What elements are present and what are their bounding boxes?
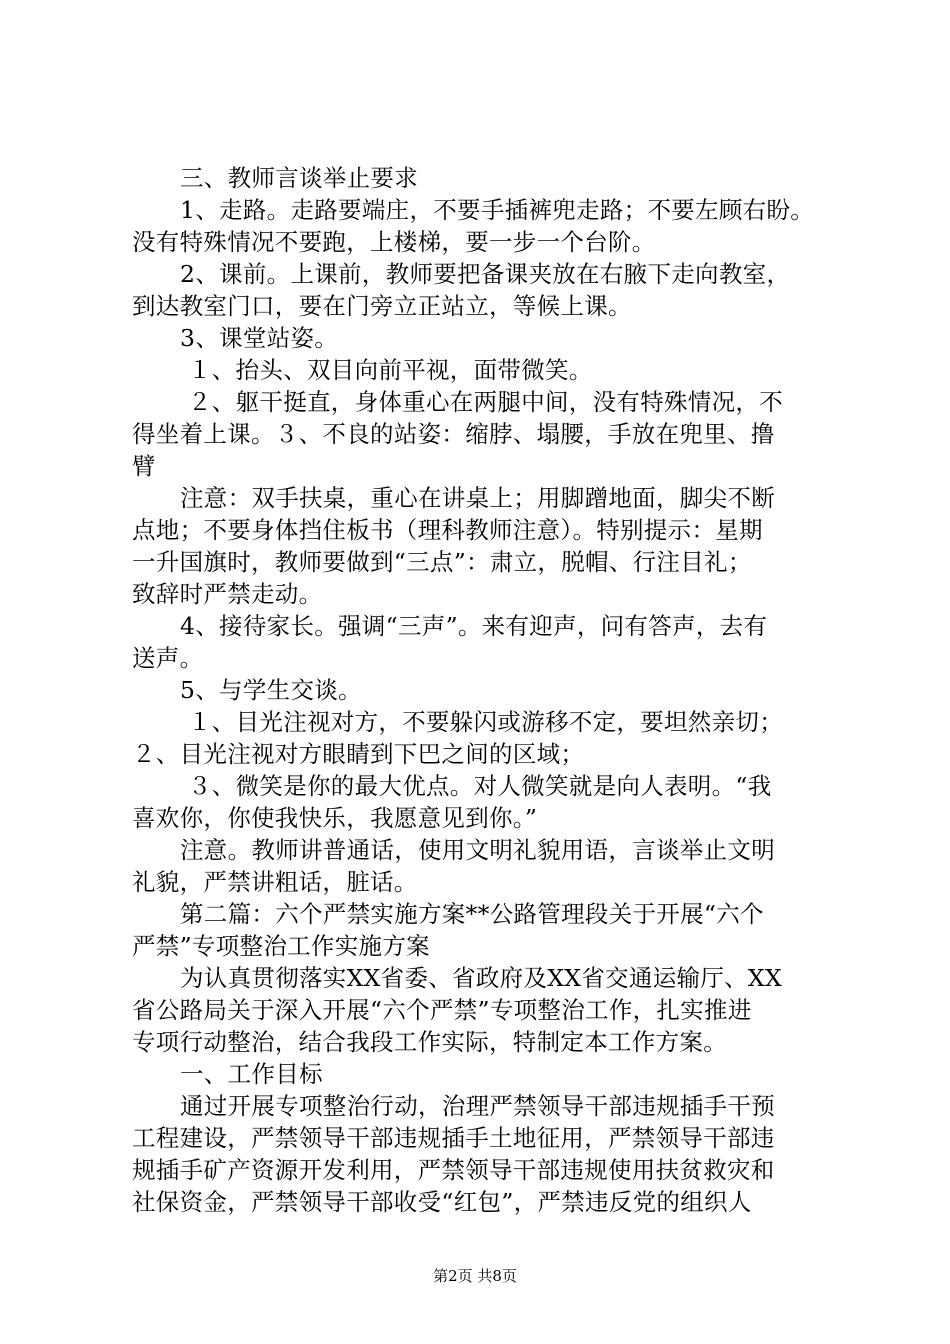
- text-line: 第二篇：六个严禁实施方案**公路管理段关于开展“六个: [180, 900, 764, 928]
- text-line: 严禁”专项整治工作实施方案: [132, 932, 430, 960]
- text-line: 省公路局关于深入开展“六个严禁”专项整治工作，扎实推进: [132, 996, 752, 1024]
- text-line: 致辞时严禁走动。: [132, 580, 323, 608]
- text-line: 点地；不要身体挡住板书（理科教师注意）。特别提示：星期: [132, 516, 763, 544]
- text-line: 到达教室门口，要在门旁立正站立，等候上课。: [132, 292, 632, 320]
- text-line: 4、接待家长。强调“三声”。来有迎声，问有答声，去有: [180, 612, 768, 640]
- text-line: 没有特殊情况不要跑，上楼梯，要一步一个台阶。: [132, 228, 656, 256]
- text-line: 得坐着上课。３、不良的站姿：缩脖、塌腰，手放在兜里、撸: [132, 420, 775, 448]
- text-line: 1、走路。走路要端庄，不要手插裤兜走路；不要左顾右盼。: [180, 196, 815, 224]
- text-line: 喜欢你，你使我快乐，我愿意见到你。”: [132, 804, 538, 832]
- text-line: 通过开展专项整治行动，治理严禁领导干部违规插手干预: [180, 1092, 775, 1120]
- text-line: 送声。: [132, 644, 204, 672]
- document-body: [132, 162, 832, 1218]
- page-footer: 第2页 共8页: [433, 1267, 517, 1285]
- text-line: 专项行动整治，结合我段工作实际，特制定本工作方案。: [132, 1028, 727, 1056]
- text-line: 3、课堂站姿。: [180, 324, 339, 352]
- text-line: ３、微笑是你的最大优点。对人微笑就是向人表明。“我: [188, 772, 772, 800]
- text-line: 臂: [132, 452, 156, 480]
- text-line: ２、目光注视对方眼睛到下巴之间的区域；: [132, 740, 585, 768]
- text-line: １、抬头、双目向前平视，面带微笑。: [188, 356, 593, 384]
- text-line: 注意。教师讲普通话，使用文明礼貌用语，言谈举止文明: [180, 836, 775, 864]
- text-line: ２、躯干挺直，身体重心在两腿中间，没有特殊情况，不: [188, 388, 783, 416]
- text-line: 一升国旗时，教师要做到“三点”：肃立，脱帽、行注目礼；: [132, 548, 752, 576]
- text-line: 5、与学生交谈。: [180, 676, 362, 704]
- text-line: 规插手矿产资源开发利用，严禁领导干部违规使用扶贫救灾和: [132, 1156, 775, 1184]
- text-line: 社保资金，严禁领导干部收受“红包”，严禁违反党的组织人: [132, 1188, 752, 1216]
- text-line: 一、工作目标: [180, 1060, 323, 1088]
- text-line: 礼貌，严禁讲粗话，脏话。: [132, 868, 418, 896]
- text-line: 三、教师言谈举止要求: [180, 164, 418, 192]
- text-line: 2、课前。上课前，教师要把备课夹放在右腋下走向教室，: [180, 260, 791, 288]
- text-line: 为认真贯彻落实XX省委、省政府及XX省交通运输厅、XX: [180, 964, 782, 992]
- text-line: １、目光注视对方，不要躲闪或游移不定，要坦然亲切；: [188, 708, 783, 736]
- text-line: 工程建设，严禁领导干部违规插手土地征用，严禁领导干部违: [132, 1124, 775, 1152]
- text-line: 注意：双手扶桌，重心在讲桌上；用脚蹭地面，脚尖不断: [180, 484, 775, 512]
